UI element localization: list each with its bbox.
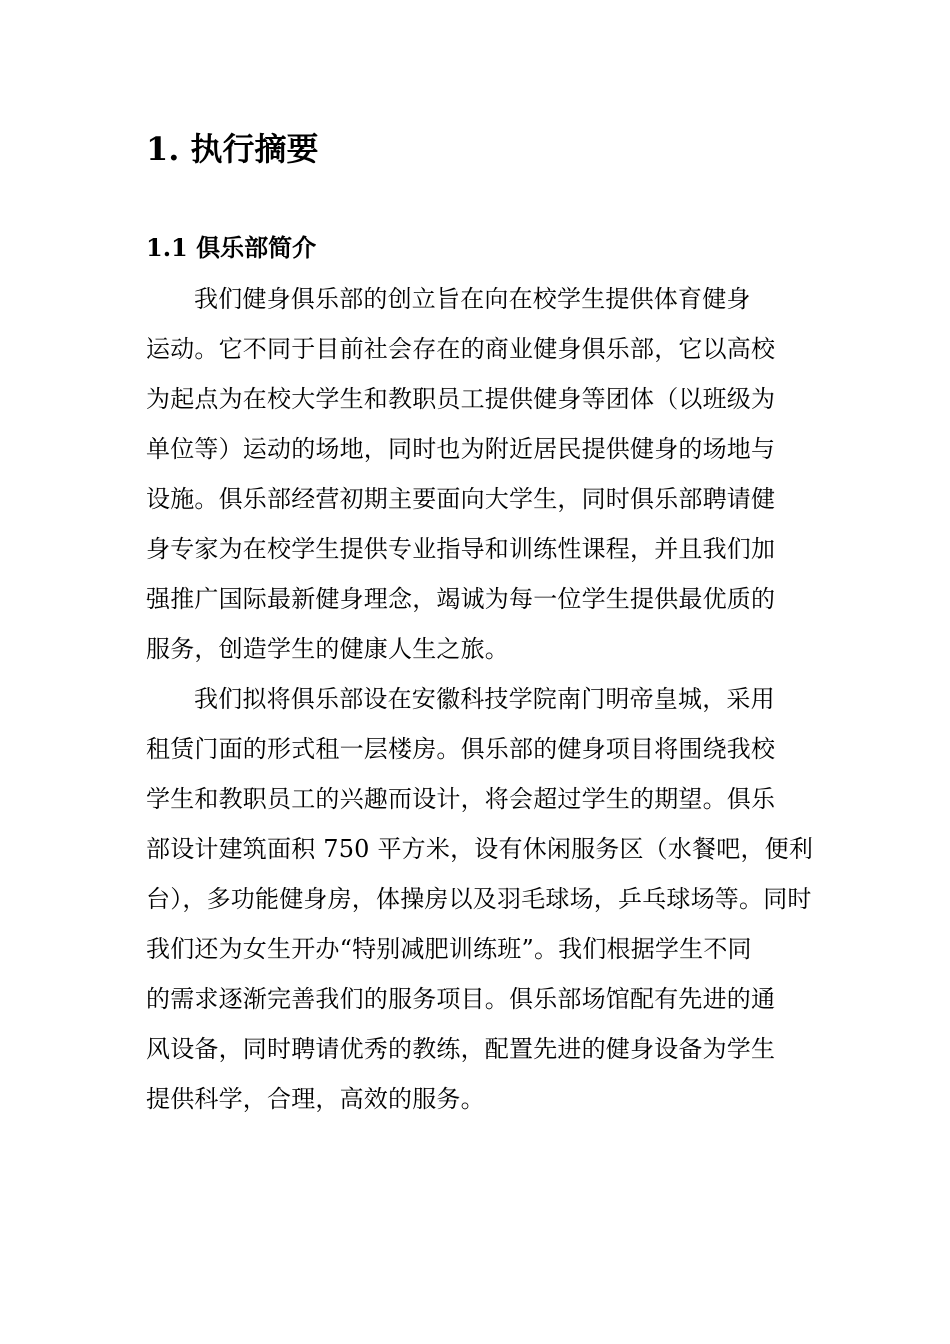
- text-line: 服务，创造学生的健康人生之旅。: [146, 635, 509, 663]
- text-line: 身专家为在校学生提供专业指导和训练性课程，并且我们加: [146, 535, 776, 563]
- text-line: 设施。俱乐部经营初期主要面向大学生，同时俱乐部聘请健: [146, 485, 776, 513]
- text-line: 部设计建筑面积 750 平方米，设有休闲服务区（水餐吧，便利: [146, 835, 814, 863]
- section-heading: 1. 执行摘要: [146, 130, 319, 168]
- text-line: 学生和教职员工的兴趣而设计，将会超过学生的期望。俱乐: [146, 785, 776, 813]
- text-line: 我们还为女生开办“特别减肥训练班”。我们根据学生不同: [146, 935, 752, 963]
- text-line: 风设备，同时聘请优秀的教练，配置先进的健身设备为学生: [146, 1035, 776, 1063]
- text-line: 运动。它不同于目前社会存在的商业健身俱乐部，它以高校: [146, 335, 776, 363]
- text-line: 强推广国际最新健身理念，竭诚为每一位学生提供最优质的: [146, 585, 776, 613]
- text-line: 租赁门面的形式租一层楼房。俱乐部的健身项目将围绕我校: [146, 735, 776, 763]
- text-line: 台），多功能健身房，体操房以及羽毛球场，乒乓球场等。同时: [146, 885, 812, 913]
- text-line: 提供科学，合理，高效的服务。: [146, 1085, 485, 1113]
- subsection-heading: 1.1 俱乐部简介: [146, 233, 317, 262]
- text-line: 为起点为在校大学生和教职员工提供健身等团体（以班级为: [146, 385, 776, 413]
- text-line: 我们健身俱乐部的创立旨在向在校学生提供体育健身: [194, 285, 751, 313]
- text-line: 我们拟将俱乐部设在安徽科技学院南门明帝皇城，采用: [194, 685, 775, 713]
- paragraph-intro: [146, 274, 810, 674]
- paragraph-location: [146, 674, 814, 1124]
- text-line: 单位等）运动的场地，同时也为附近居民提供健身的场地与: [146, 435, 776, 463]
- text-line: 的需求逐渐完善我们的服务项目。俱乐部场馆配有先进的通: [146, 985, 776, 1013]
